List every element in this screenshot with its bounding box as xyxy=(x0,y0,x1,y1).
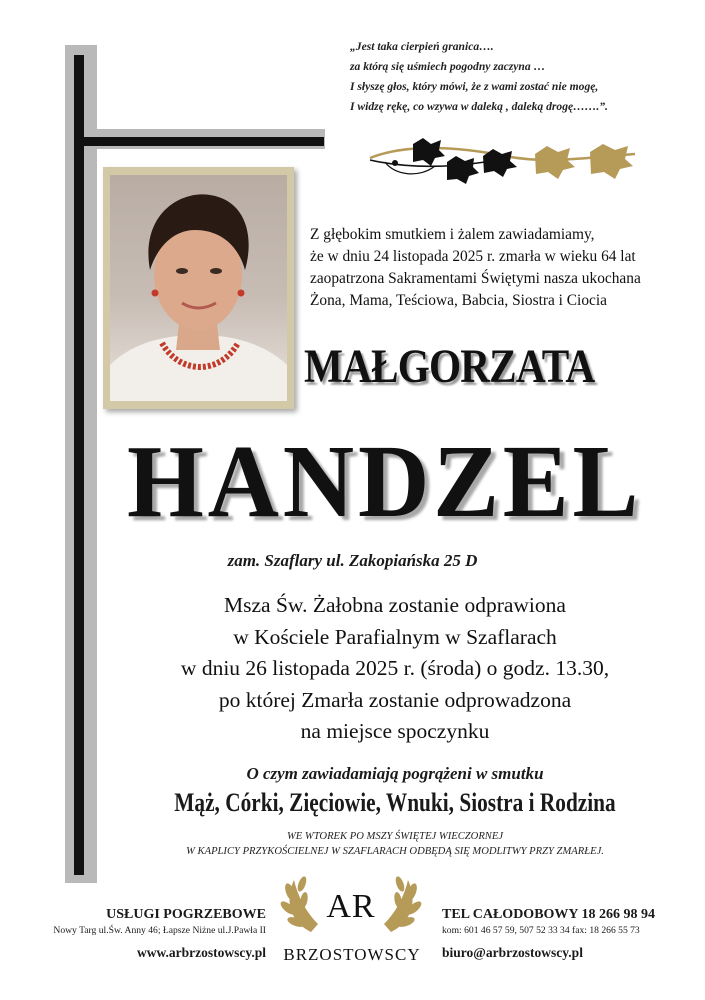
funeral-mass-info xyxy=(100,590,690,748)
portrait-image-icon xyxy=(110,175,287,401)
logo-name: BRZOSTOWSCY xyxy=(283,945,421,964)
poem-line: „Jest taka cierpień granica…. xyxy=(350,40,494,53)
mass-line: w Kościele Parafialnym w Szaflarach xyxy=(233,624,557,649)
poem xyxy=(350,37,690,117)
mass-line: po której Zmarła zostanie odprowadzona xyxy=(218,687,572,712)
logo-initials: AR xyxy=(326,888,376,925)
prayer-notice xyxy=(100,829,690,859)
prayer-line: WE WTOREK PO MSZY ŚWIĘTEJ WIECZORNEJ xyxy=(286,831,504,842)
mobile-fax-numbers: kom: 601 46 57 59, 507 52 33 34 fax: 18 266 55 73 xyxy=(442,925,640,936)
intro-line: zaopatrzona Sakramentami Świętymi nasza ukochana xyxy=(310,270,641,287)
intro-line: że w dniu 24 listopada 2025 r. zmarła w wieku 64 lat xyxy=(310,248,636,265)
deceased-surname: HANDZEL xyxy=(127,424,643,539)
intro-line: Żona, Mama, Teściowa, Babcia, Siostra i Ciocia xyxy=(310,292,607,309)
prayer-line: W KAPLICY PRZYKOŚCIELNEJ W SZAFLARACH ODBĘDĄ SIĘ MODLITWY PRZY ZMARŁEJ. xyxy=(186,846,604,857)
mass-line: na miejsce spoczynku xyxy=(300,719,490,743)
announcement-intro xyxy=(310,224,700,312)
portrait-photo xyxy=(110,175,287,401)
website-link[interactable]: www.arbrzostowscy.pl xyxy=(137,945,266,960)
poem-line: I słyszę głos, który mówi, że z wami zostać nie mogę, xyxy=(350,80,599,93)
email-link[interactable]: biuro@arbrzostowscy.pl xyxy=(442,945,583,960)
poem-line: I widzę rękę, co wzywa w daleką , daleką drogę…….”. xyxy=(350,100,608,113)
funeral-services-title: USŁUGI POGRZEBOWE xyxy=(106,907,266,922)
funeral-services-address: Nowy Targ ul.Św. Anny 46; Łapsze Niżne ul.J.Pawła II xyxy=(53,925,266,936)
leaf-ornament-icon xyxy=(365,136,645,194)
mourners-family: Mąż, Córki, Zięciowie, Wnuki, Siostra i Rodzina xyxy=(174,788,616,817)
mass-line: w dniu 26 listopada 2025 r. (środa) o godz. 13.30, xyxy=(180,656,610,680)
cross-vertical xyxy=(74,55,84,875)
deceased-address: zam. Szaflary ul. Zakopiańska 25 D xyxy=(227,551,478,570)
phone-number: TEL CAŁODOBOWY 18 266 98 94 xyxy=(442,907,656,922)
deceased-first-name: MAŁGORZATA xyxy=(304,340,595,393)
cross-horizontal xyxy=(84,137,324,146)
mourners-intro: O czym zawiadamiają pogrążeni w smutku xyxy=(246,764,544,783)
mass-line: Msza Św. Żałobna zostanie odprawiona xyxy=(224,593,566,617)
poem-line: za którą się uśmiech pogodny zaczyna … xyxy=(350,60,546,73)
intro-line: Z głębokim smutkiem i żalem zawiadamiamy, xyxy=(310,226,595,243)
